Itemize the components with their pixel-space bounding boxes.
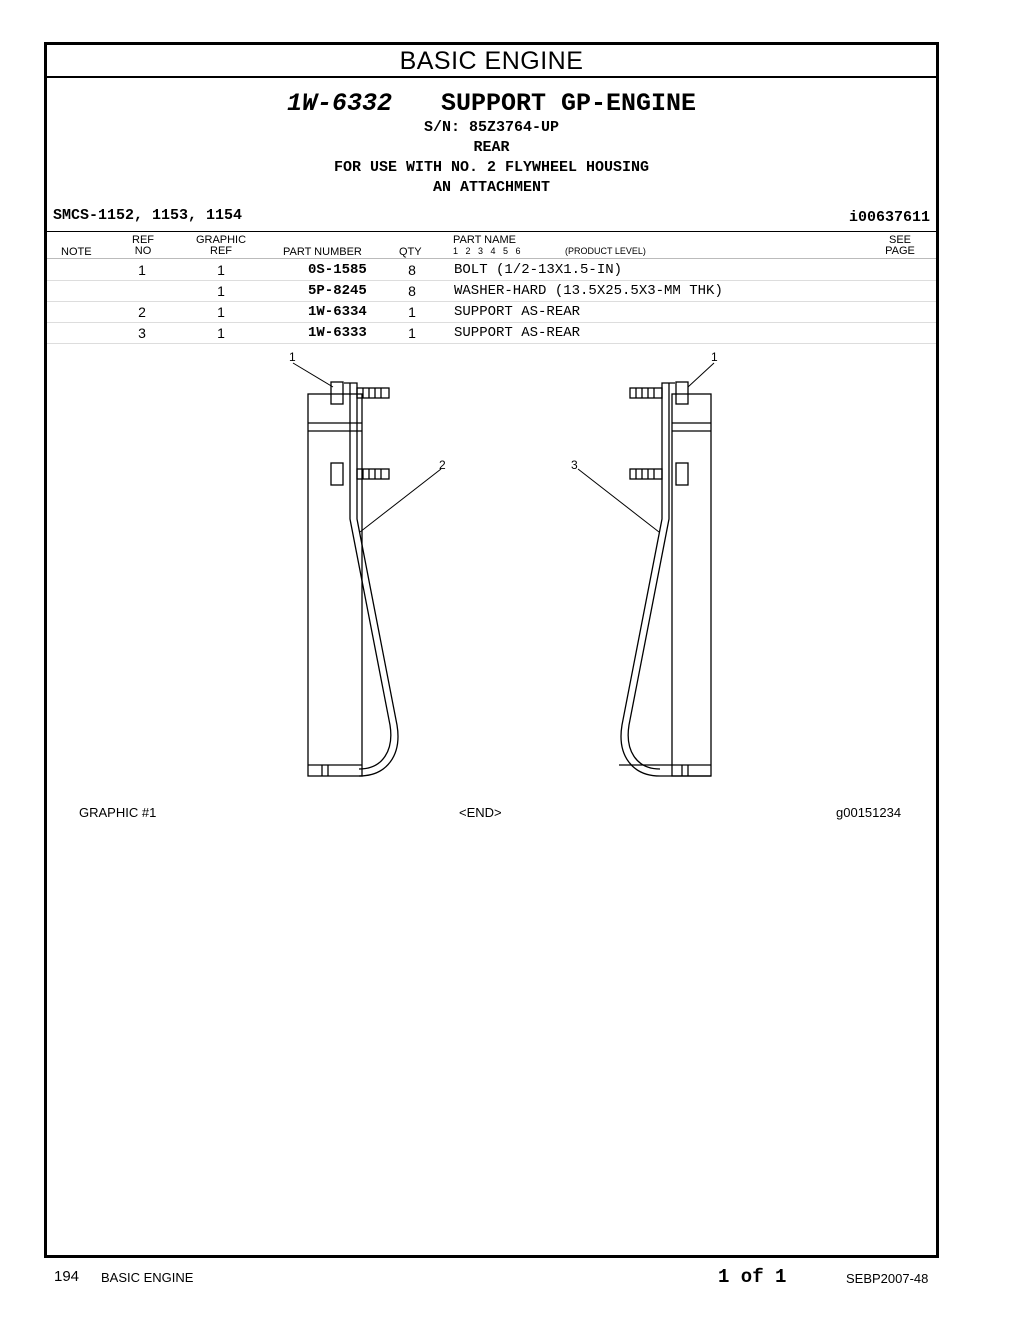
group-part-name: SUPPORT GP-ENGINE (441, 89, 697, 118)
col-graphic-ref-line: REF (210, 245, 232, 257)
col-qty: QTY (399, 246, 422, 258)
col-part-name: PART NAME (453, 234, 516, 246)
graphic-ref: 1 (217, 283, 225, 299)
ref-no: 2 (138, 304, 146, 320)
parts-page-frame (44, 42, 939, 1258)
part-number: 1W-6333 (308, 325, 367, 341)
support-arm-right-outer (621, 383, 711, 776)
callout-label: 3 (571, 458, 578, 472)
rear-support-right (619, 382, 711, 776)
graphic-label: GRAPHIC #1 (79, 805, 157, 820)
part-name: WASHER-HARD (13.5X25.5X3-MM THK) (454, 283, 723, 299)
parts-illustration (47, 45, 936, 805)
illustration-id: i00637611 (848, 209, 930, 226)
smcs-codes: SMCS-1152, 1153, 1154 (53, 207, 243, 224)
col-see-page-line: SEE (888, 234, 911, 246)
col-part-number: PART NUMBER (283, 246, 362, 258)
bolt-right-lower (630, 463, 688, 485)
col-graphic-ref-line: GRAPHIC (195, 234, 247, 246)
usage-line: FOR USE WITH NO. 2 FLYWHEEL HOUSING (333, 159, 650, 176)
col-ref-no-line: NO (134, 245, 152, 257)
page-count: 1 of 1 (718, 1266, 787, 1288)
part-number: 5P-8245 (308, 283, 367, 299)
usage-line: AN ATTACHMENT (432, 179, 551, 196)
footer-section: BASIC ENGINE (101, 1270, 194, 1285)
bolt-left-upper (331, 382, 389, 404)
part-name: SUPPORT AS-REAR (454, 304, 581, 320)
document-id: SEBP2007-48 (846, 1271, 929, 1286)
col-note: NOTE (61, 246, 92, 258)
part-number: 1W-6334 (308, 304, 367, 320)
col-levels: 1 2 3 4 5 6 (453, 246, 521, 256)
support-plate-left (308, 394, 362, 776)
callout-label: 1 (711, 350, 718, 364)
support-arm-left-outer (344, 383, 398, 776)
section-title: BASIC ENGINE (47, 45, 936, 78)
callout-label: 2 (439, 458, 446, 472)
end-marker: <END> (459, 805, 502, 820)
part-name: BOLT (1/2-13X1.5-IN) (454, 262, 623, 278)
col-see-page-line: PAGE (885, 245, 915, 257)
bolt-right-upper (630, 382, 688, 404)
part-name: SUPPORT AS-REAR (454, 325, 581, 341)
ref-no: 3 (138, 325, 146, 341)
qty: 8 (408, 283, 416, 299)
group-part-number: 1W-6332 (286, 89, 392, 118)
page-number: 194 (54, 1268, 80, 1285)
qty: 1 (408, 325, 416, 341)
col-ref-no-line: REF (132, 234, 154, 246)
part-number: 0S-1585 (308, 262, 367, 278)
graphic-ref: 1 (217, 262, 225, 278)
bolt-left-lower (331, 463, 389, 485)
col-product-level: (PRODUCT LEVEL) (565, 246, 646, 256)
callout-label: 1 (289, 350, 296, 364)
serial-range: S/N: 85Z3764-UP (423, 119, 560, 136)
graphic-ref: 1 (217, 304, 225, 320)
ref-no: 1 (138, 262, 146, 278)
qty: 8 (408, 262, 416, 278)
qty: 1 (408, 304, 416, 320)
usage-line: REAR (473, 139, 510, 156)
graphic-id: g00151234 (836, 805, 902, 820)
graphic-ref: 1 (217, 325, 225, 341)
support-plate-right (672, 394, 711, 776)
rear-support-left (308, 382, 398, 776)
